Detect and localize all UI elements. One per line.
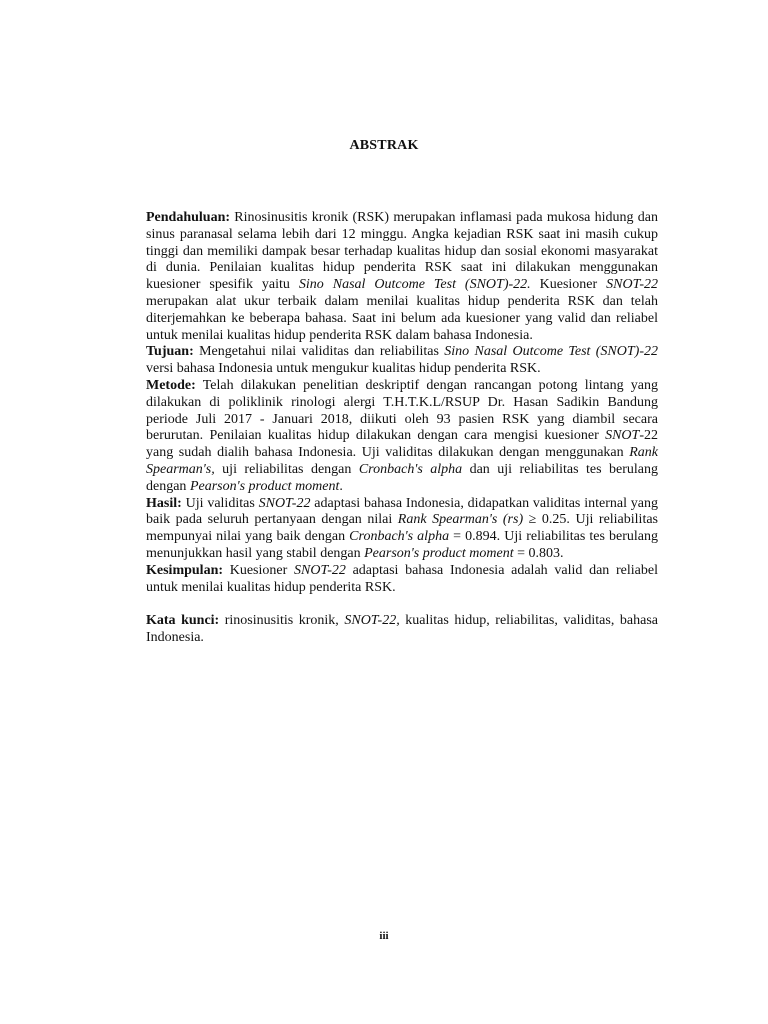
text: Rinosinusitis kronik (RSK) merupakan inflamasi pada mukosa hidung dan sinus paranasal selama lebih dari 12 minggu. Angka kejadian RSK saat ini masih cukup tinggi dan memiliki dampak besar terhadap kualitas hidup dan sosial ekonomi masyarakat di dunia. Penilaian kualitas hidup penderita RSK saat ini dilakukan menggunakan kuesioner spesifik yaitu	[146, 210, 658, 293]
text: ≥ 0.25. Uji reliabilitas mempunyai nilai yang baik dengan	[146, 512, 658, 545]
label-hasil: Hasil:	[146, 495, 182, 511]
text: dan uji reliabilitas tes berulang dengan	[146, 461, 659, 494]
paragraph-gap	[146, 596, 658, 613]
label-kata-kunci: Kata kunci:	[146, 613, 220, 629]
italic-term: Sino Nasal Outcome Test (SNOT)-22.	[298, 277, 531, 293]
text: kualitas hidup, reliabilitas, validitas, bahasa Indonesia.	[146, 613, 658, 645]
text: adaptasi bahasa Indonesia adalah valid dan reliabel untuk menilai kualitas hidup penderita RSK.	[146, 562, 658, 595]
text: = 0.894. Uji reliabilitas tes berulang menunjukkan hasil yang stabil dengan	[146, 529, 659, 561]
paragraph-hasil	[146, 496, 658, 563]
paragraph-kata-kunci	[146, 613, 658, 647]
label-metode: Metode:	[146, 377, 196, 393]
label-kesimpulan: Kesimpulan:	[146, 562, 224, 578]
text: .	[339, 478, 343, 494]
text: Mengetahui nilai validitas dan reliabilitas	[193, 344, 445, 360]
page-title: ABSTRAK	[349, 138, 419, 153]
text: Kuesioner	[223, 562, 294, 578]
italic-term: Sino Nasal Outcome Test (SNOT)-22	[444, 344, 658, 360]
text: Uji validitas	[181, 495, 259, 511]
italic-term: Cronbach's alpha	[349, 529, 450, 545]
italic-term: Rank Spearman's,	[146, 445, 658, 477]
text: merupakan alat ukur terbaik dalam menilai kualitas hidup penderita RSK dan telah diterjemahkan ke beberapa bahasa. Saat ini belum ada kuesioner yang valid dan reliabel untuk menilai kualitas hidup penderita RSK dalam bahasa Indonesia.	[146, 293, 658, 343]
paragraph-kesimpulan	[146, 563, 658, 597]
italic-term: Pearson's product moment	[364, 545, 514, 561]
paragraph-pendahuluan	[146, 210, 658, 344]
italic-term: SNOT-22	[258, 495, 311, 511]
italic-term: SNOT-22	[294, 562, 346, 578]
label-tujuan: Tujuan:	[146, 344, 194, 360]
text: Kuesioner	[530, 277, 607, 293]
text: -22 yang sudah dialih bahasa Indonesia. Uji validitas dilakukan dengan menggunakan	[146, 428, 658, 461]
abstract-body	[146, 210, 658, 647]
italic-term: SNOT-22,	[344, 613, 400, 629]
italic-term: Rank Spearman's (rs)	[397, 512, 524, 528]
italic-term: Cronbach's alpha	[358, 461, 463, 477]
text: rinosinusitis kronik,	[219, 613, 345, 629]
text: adaptasi bahasa Indonesia, didapatkan validitas internal yang baik pada seluruh pertanyaan dengan nilai	[146, 495, 659, 528]
page-number: iii	[379, 930, 389, 942]
text: versi bahasa Indonesia untuk mengukur kualitas hidup penderita RSK.	[146, 361, 541, 377]
italic-term: Pearson's product moment	[189, 478, 340, 494]
italic-term: SNOT	[605, 428, 640, 444]
paragraph-tujuan	[146, 344, 658, 378]
italic-term: SNOT-22	[606, 277, 658, 293]
text: Telah dilakukan penelitian deskriptif dengan rancangan potong lintang yang dilakukan di poliklinik rinologi alergi T.H.T.K.L/RSUP Dr. Hasan Sadikin Bandung periode Juli 2017 - Januari 2018, diikuti oleh 93 pasien RSK yang diambil secara berurutan. Penilaian kualitas hidup dilakukan dengan cara mengisi kuesioner	[146, 377, 658, 444]
text: uji reliabilitas dengan	[214, 461, 359, 477]
paragraph-metode	[146, 378, 658, 496]
text: = 0.803.	[513, 545, 564, 561]
label-pendahuluan: Pendahuluan:	[146, 210, 231, 225]
